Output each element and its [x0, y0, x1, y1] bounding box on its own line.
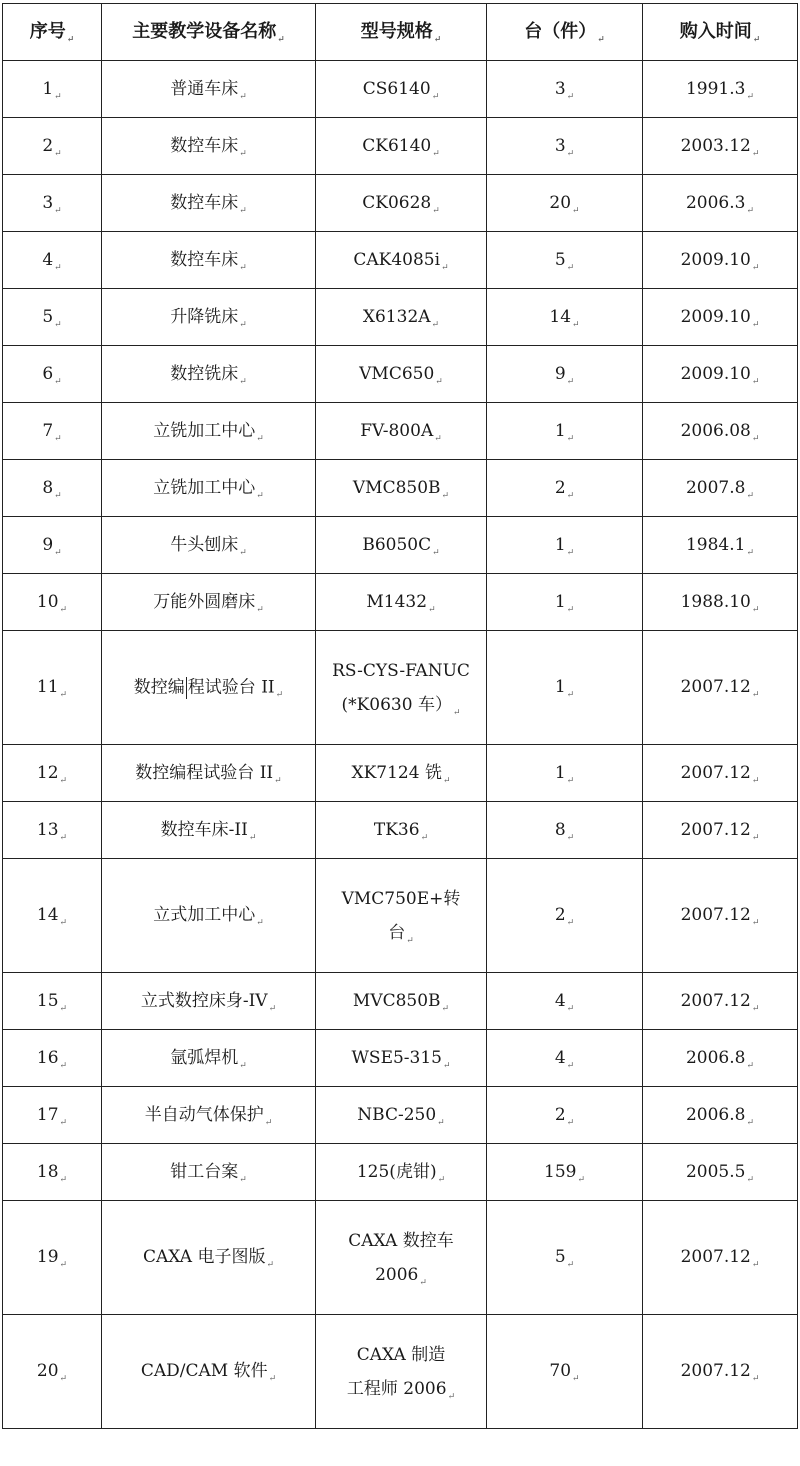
paragraph-mark-icon: ↵ — [54, 91, 62, 102]
equipment-name-cell: CAXA 电子图版$_↵$ — [102, 1201, 316, 1315]
paragraph-mark-icon: ↵ — [751, 604, 760, 615]
quantity-cell: $4_↵$ — [487, 973, 643, 1030]
equipment-name-cell: 钳工台案$_↵$ — [102, 1144, 316, 1201]
paragraph-mark-icon: ↵ — [751, 262, 760, 273]
equipment-name-cell: 数控车床$_↵$ — [102, 118, 316, 175]
paragraph-mark-icon: ↵ — [566, 91, 575, 102]
row-no-cell: $13_↵$ — [3, 802, 102, 859]
paragraph-mark-icon: ↵ — [566, 376, 575, 387]
equipment-name-cell: 万能外圆磨床$_↵$ — [102, 574, 316, 631]
quantity-cell: $9_↵$ — [487, 346, 643, 403]
paragraph-mark-icon: ↵ — [566, 490, 575, 501]
paragraph-mark-icon: ↵ — [447, 1391, 456, 1402]
header-row — [3, 4, 798, 61]
paragraph-mark-icon: ↵ — [435, 376, 443, 387]
quantity-cell: $1_↵$ — [487, 403, 643, 460]
model-spec-cell: $TK36_↵$ — [316, 802, 487, 859]
header-cell-name: 主要教学设备名称$_↵$ — [102, 4, 316, 61]
equipment-table — [2, 3, 798, 1429]
quantity-cell: $2_↵$ — [487, 460, 643, 517]
table-row — [3, 802, 798, 859]
quantity-cell: $5_↵$ — [487, 232, 643, 289]
paragraph-mark-icon: ↵ — [59, 1174, 68, 1185]
paragraph-mark-icon: ↵ — [239, 148, 247, 159]
table-row — [3, 403, 798, 460]
paragraph-mark-icon: ↵ — [566, 1003, 575, 1014]
purchase-date-cell: $2003.12_↵$ — [643, 118, 798, 175]
purchase-date-cell: $2009.10_↵$ — [643, 232, 798, 289]
paragraph-mark-icon: ↵ — [239, 376, 247, 387]
paragraph-mark-icon: ↵ — [572, 319, 580, 330]
model-spec-cell: $WSE5-315_↵$ — [316, 1030, 487, 1087]
row-no-cell: $3_↵$ — [3, 175, 102, 232]
paragraph-mark-icon: ↵ — [566, 1117, 575, 1128]
paragraph-mark-icon: ↵ — [239, 1174, 247, 1185]
model-spec-cell: CAXA 数控车 $2006_↵$ — [316, 1201, 487, 1315]
paragraph-mark-icon: ↵ — [277, 35, 285, 46]
table-row — [3, 631, 798, 745]
paragraph-mark-icon: ↵ — [256, 604, 264, 615]
paragraph-mark-icon: ↵ — [431, 91, 440, 102]
paragraph-mark-icon: ↵ — [434, 433, 442, 444]
equipment-name-cell: 数控编程试验台 $II_↵$ — [102, 745, 316, 802]
paragraph-mark-icon: ↵ — [566, 1060, 575, 1071]
paragraph-mark-icon: ↵ — [54, 205, 62, 216]
paragraph-mark-icon: ↵ — [239, 205, 247, 216]
equipment-name-cell: 立式加工中心$_↵$ — [102, 859, 316, 973]
purchase-date-cell: $2007.12_↵$ — [643, 1201, 798, 1315]
paragraph-mark-icon: ↵ — [59, 1260, 68, 1271]
paragraph-mark-icon: ↵ — [59, 1060, 68, 1071]
quantity-cell: $70_↵$ — [487, 1315, 643, 1429]
paragraph-mark-icon: ↵ — [752, 35, 761, 46]
row-no-cell: $11_↵$ — [3, 631, 102, 745]
quantity-cell: $1_↵$ — [487, 517, 643, 574]
model-spec-cell: $CK6140_↵$ — [316, 118, 487, 175]
paragraph-mark-icon: ↵ — [751, 148, 760, 159]
row-no-cell: $10_↵$ — [3, 574, 102, 631]
paragraph-mark-icon: ↵ — [751, 918, 760, 929]
paragraph-mark-icon: ↵ — [746, 205, 755, 216]
purchase-date-cell: $1988.10_↵$ — [643, 574, 798, 631]
paragraph-mark-icon: ↵ — [746, 547, 755, 558]
paragraph-mark-icon: ↵ — [54, 319, 62, 330]
paragraph-mark-icon: ↵ — [54, 433, 62, 444]
paragraph-mark-icon: ↵ — [275, 690, 284, 700]
row-no-cell: $5_↵$ — [3, 289, 102, 346]
paragraph-mark-icon: ↵ — [59, 1117, 68, 1128]
paragraph-mark-icon: ↵ — [428, 604, 436, 615]
paragraph-mark-icon: ↵ — [248, 832, 257, 843]
paragraph-mark-icon: ↵ — [268, 1374, 277, 1385]
paragraph-mark-icon: ↵ — [59, 604, 68, 615]
equipment-name-cell: CAD/CAM 软件$_↵$ — [102, 1315, 316, 1429]
purchase-date-cell: $2006.08_↵$ — [643, 403, 798, 460]
paragraph-mark-icon: ↵ — [566, 148, 575, 159]
quantity-cell: $2_↵$ — [487, 1087, 643, 1144]
purchase-date-cell: $2009.10_↵$ — [643, 289, 798, 346]
paragraph-mark-icon: ↵ — [746, 1174, 755, 1185]
quantity-cell: $20_↵$ — [487, 175, 643, 232]
purchase-date-cell: $2006.8_↵$ — [643, 1030, 798, 1087]
table-row — [3, 1087, 798, 1144]
paragraph-mark-icon: ↵ — [54, 262, 62, 273]
paragraph-mark-icon: ↵ — [751, 433, 760, 444]
model-spec-cell: 125(虎钳)$_↵$ — [316, 1144, 487, 1201]
paragraph-mark-icon: ↵ — [751, 832, 760, 843]
header-cell-model: 型号规格$_↵$ — [316, 4, 487, 61]
paragraph-mark-icon: ↵ — [566, 1260, 575, 1271]
paragraph-mark-icon: ↵ — [566, 547, 575, 558]
row-no-cell: $2_↵$ — [3, 118, 102, 175]
row-no-cell: $1_↵$ — [3, 61, 102, 118]
paragraph-mark-icon: ↵ — [256, 490, 264, 501]
row-no-cell: $9_↵$ — [3, 517, 102, 574]
paragraph-mark-icon: ↵ — [751, 1003, 760, 1014]
paragraph-mark-icon: ↵ — [239, 1060, 247, 1071]
table-row — [3, 289, 798, 346]
paragraph-mark-icon: ↵ — [66, 35, 75, 46]
paragraph-mark-icon: ↵ — [268, 1003, 277, 1014]
quantity-cell: $3_↵$ — [487, 118, 643, 175]
table-row — [3, 517, 798, 574]
equipment-name-cell: 立铣加工中心$_↵$ — [102, 403, 316, 460]
table-row — [3, 574, 798, 631]
row-no-cell: $6_↵$ — [3, 346, 102, 403]
purchase-date-cell: $2006.3_↵$ — [643, 175, 798, 232]
model-spec-cell: XK7124 铣$_↵$ — [316, 745, 487, 802]
paragraph-mark-icon: ↵ — [566, 262, 575, 273]
table-row — [3, 346, 798, 403]
paragraph-mark-icon: ↵ — [746, 490, 755, 501]
table-row — [3, 745, 798, 802]
purchase-date-cell: $2007.12_↵$ — [643, 859, 798, 973]
quantity-cell: $5_↵$ — [487, 1201, 643, 1315]
paragraph-mark-icon: ↵ — [751, 1374, 760, 1385]
paragraph-mark-icon: ↵ — [433, 35, 442, 46]
purchase-date-cell: $2007.8_↵$ — [643, 460, 798, 517]
paragraph-mark-icon: ↵ — [54, 490, 62, 501]
header-cell-qty: 台（件）$_↵$ — [487, 4, 643, 61]
paragraph-mark-icon: ↵ — [59, 832, 68, 843]
purchase-date-cell: $2007.12_↵$ — [643, 973, 798, 1030]
table-row — [3, 1030, 798, 1087]
equipment-name-cell: 普通车床$_↵$ — [102, 61, 316, 118]
paragraph-mark-icon: ↵ — [59, 918, 68, 929]
paragraph-mark-icon: ↵ — [59, 1374, 68, 1385]
text-cursor-icon — [186, 677, 187, 699]
quantity-cell: $159_↵$ — [487, 1144, 643, 1201]
paragraph-mark-icon: ↵ — [443, 1060, 451, 1071]
purchase-date-cell: $2007.12_↵$ — [643, 802, 798, 859]
equipment-name-cell: 立铣加工中心$_↵$ — [102, 460, 316, 517]
model-spec-cell: $VMC850B_↵$ — [316, 460, 487, 517]
quantity-cell: $14_↵$ — [487, 289, 643, 346]
paragraph-mark-icon: ↵ — [239, 319, 247, 330]
equipment-name-cell: 立式数控床身$-IV_↵$ — [102, 973, 316, 1030]
paragraph-mark-icon: ↵ — [59, 775, 68, 786]
quantity-cell: $8_↵$ — [487, 802, 643, 859]
quantity-cell: $3_↵$ — [487, 61, 643, 118]
paragraph-mark-icon: ↵ — [256, 918, 264, 929]
paragraph-mark-icon: ↵ — [566, 433, 575, 444]
purchase-date-cell: $1991.3_↵$ — [643, 61, 798, 118]
equipment-name-cell: 数控车床$-II_↵$ — [102, 802, 316, 859]
table-row — [3, 859, 798, 973]
model-spec-cell: $X6132A_↵$ — [316, 289, 487, 346]
table-row — [3, 232, 798, 289]
table-row — [3, 175, 798, 232]
purchase-date-cell: $2009.10_↵$ — [643, 346, 798, 403]
model-spec-cell: NBC-$250_↵$ — [316, 1087, 487, 1144]
paragraph-mark-icon: ↵ — [442, 775, 451, 786]
paragraph-mark-icon: ↵ — [432, 205, 440, 216]
paragraph-mark-icon: ↵ — [264, 1117, 273, 1128]
model-spec-cell: $B6050C_↵$ — [316, 517, 487, 574]
row-no-cell: $4_↵$ — [3, 232, 102, 289]
purchase-date-cell: $1984.1_↵$ — [643, 517, 798, 574]
table-row — [3, 118, 798, 175]
paragraph-mark-icon: ↵ — [751, 319, 760, 330]
equipment-name-cell: 氩弧焊机$_↵$ — [102, 1030, 316, 1087]
paragraph-mark-icon: ↵ — [452, 707, 461, 718]
paragraph-mark-icon: ↵ — [54, 376, 62, 387]
row-no-cell: $15_↵$ — [3, 973, 102, 1030]
row-no-cell: $8_↵$ — [3, 460, 102, 517]
paragraph-mark-icon: ↵ — [746, 91, 755, 102]
row-no-cell: $18_↵$ — [3, 1144, 102, 1201]
row-no-cell: $19_↵$ — [3, 1201, 102, 1315]
paragraph-mark-icon: ↵ — [431, 319, 440, 330]
quantity-cell: $4_↵$ — [487, 1030, 643, 1087]
table-row — [3, 1144, 798, 1201]
model-spec-cell: VMC750E+转 台$_↵$ — [316, 859, 487, 973]
quantity-cell: $1_↵$ — [487, 631, 643, 745]
paragraph-mark-icon: ↵ — [441, 1003, 450, 1014]
paragraph-mark-icon: ↵ — [751, 376, 760, 387]
paragraph-mark-icon: ↵ — [239, 91, 247, 102]
paragraph-mark-icon: ↵ — [441, 262, 449, 273]
equipment-name-cell: 数控铣床$_↵$ — [102, 346, 316, 403]
equipment-name-cell: 数控车床$_↵$ — [102, 232, 316, 289]
purchase-date-cell: $2005.5_↵$ — [643, 1144, 798, 1201]
model-spec-cell: $CAK4085i_↵$ — [316, 232, 487, 289]
model-spec-cell: RS-CYS-FANUC (*K0630 车）$_↵$ — [316, 631, 487, 745]
paragraph-mark-icon: ↵ — [419, 1277, 427, 1288]
paragraph-mark-icon: ↵ — [239, 262, 247, 273]
paragraph-mark-icon: ↵ — [572, 205, 580, 216]
row-no-cell: $20_↵$ — [3, 1315, 102, 1429]
paragraph-mark-icon: ↵ — [751, 1260, 760, 1271]
paragraph-mark-icon: ↵ — [406, 935, 414, 946]
row-no-cell: $7_↵$ — [3, 403, 102, 460]
paragraph-mark-icon: ↵ — [566, 604, 575, 615]
purchase-date-cell: $2006.8_↵$ — [643, 1087, 798, 1144]
model-spec-cell: $FV-800A_↵$ — [316, 403, 487, 460]
paragraph-mark-icon: ↵ — [274, 775, 282, 786]
model-spec-cell: $CS6140_↵$ — [316, 61, 487, 118]
quantity-cell: $1_↵$ — [487, 745, 643, 802]
paragraph-mark-icon: ↵ — [437, 1117, 445, 1128]
purchase-date-cell: $2007.12_↵$ — [643, 1315, 798, 1429]
model-spec-cell: $MVC850B_↵$ — [316, 973, 487, 1030]
paragraph-mark-icon: ↵ — [432, 547, 440, 558]
equipment-name-cell: 牛头刨床$_↵$ — [102, 517, 316, 574]
model-spec-cell: CAXA 制造 工程师 $2006_↵$ — [316, 1315, 487, 1429]
equipment-name-cell: 数控编 程试验台 $II_↵$ — [102, 631, 316, 745]
table-row — [3, 973, 798, 1030]
header-cell-date: 购入时间$_↵$ — [643, 4, 798, 61]
row-no-cell: $17_↵$ — [3, 1087, 102, 1144]
paragraph-mark-icon: ↵ — [566, 832, 575, 843]
purchase-date-cell: $2007.12_↵$ — [643, 631, 798, 745]
row-no-cell: $12_↵$ — [3, 745, 102, 802]
paragraph-mark-icon: ↵ — [432, 148, 440, 159]
equipment-name-cell: 数控车床$_↵$ — [102, 175, 316, 232]
quantity-cell: $1_↵$ — [487, 574, 643, 631]
paragraph-mark-icon: ↵ — [566, 690, 575, 701]
paragraph-mark-icon: ↵ — [566, 918, 575, 929]
table-row — [3, 61, 798, 118]
equipment-name-cell: 升降铣床$_↵$ — [102, 289, 316, 346]
model-spec-cell: $CK0628_↵$ — [316, 175, 487, 232]
paragraph-mark-icon: ↵ — [746, 1060, 755, 1071]
equipment-name-cell: 半自动气体保护$_↵$ — [102, 1087, 316, 1144]
header-cell-no: 序号$_↵$ — [3, 4, 102, 61]
table-row — [3, 1201, 798, 1315]
paragraph-mark-icon: ↵ — [420, 832, 429, 843]
paragraph-mark-icon: ↵ — [597, 35, 605, 46]
paragraph-mark-icon: ↵ — [54, 148, 62, 159]
paragraph-mark-icon: ↵ — [572, 1374, 580, 1385]
paragraph-mark-icon: ↵ — [266, 1260, 274, 1271]
paragraph-mark-icon: ↵ — [441, 490, 450, 501]
table-body — [3, 61, 798, 1429]
paragraph-mark-icon: ↵ — [256, 433, 264, 444]
row-no-cell: $16_↵$ — [3, 1030, 102, 1087]
model-spec-cell: $M1432_↵$ — [316, 574, 487, 631]
paragraph-mark-icon: ↵ — [59, 1003, 68, 1014]
row-no-cell: $14_↵$ — [3, 859, 102, 973]
paragraph-mark-icon: ↵ — [566, 775, 575, 786]
paragraph-mark-icon: ↵ — [59, 690, 68, 701]
paragraph-mark-icon: ↵ — [751, 690, 760, 701]
paragraph-mark-icon: ↵ — [746, 1117, 755, 1128]
table-row — [3, 1315, 798, 1429]
quantity-cell: $2_↵$ — [487, 859, 643, 973]
paragraph-mark-icon: ↵ — [239, 547, 247, 558]
paragraph-mark-icon: ↵ — [577, 1174, 585, 1185]
table-row — [3, 460, 798, 517]
model-spec-cell: $VMC650_↵$ — [316, 346, 487, 403]
paragraph-mark-icon: ↵ — [751, 775, 760, 786]
purchase-date-cell: $2007.12_↵$ — [643, 745, 798, 802]
paragraph-mark-icon: ↵ — [54, 547, 62, 558]
paragraph-mark-icon: ↵ — [437, 1174, 446, 1185]
